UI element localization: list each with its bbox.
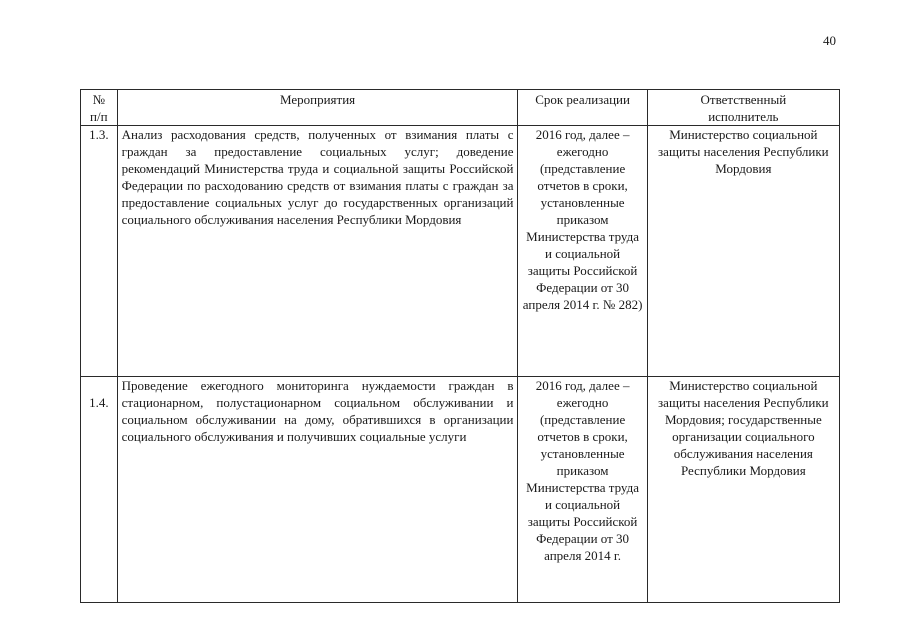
header-term: Срок реализации (518, 90, 647, 126)
header-number-line1: № (92, 92, 106, 107)
row-number-value: 1.4. (89, 395, 109, 410)
row-number: 1.3. (81, 126, 118, 377)
header-responsible-line1: Ответственный (700, 92, 787, 107)
table-row (81, 126, 840, 377)
activities-table (80, 89, 840, 603)
page-number: 40 (823, 33, 836, 48)
table-header-row (81, 90, 840, 126)
row-activity: Проведение ежегодного мониторинга нуждаемости граждан в стационарном, полустационарном социальном обслуживании и социальном обслуживании на дому, обратившихся в организации социального обслуживания и получивших социальные услуги (117, 377, 518, 603)
row-activity: Анализ расходования средств, полученных от взимания платы с граждан за предоставление социальных услуг; доведение рекомендаций Министерства труда и социальной защиты Российской Федерации по расходованию средств от взимания платы с граждан за предоставление социальных услуг до государственных организаций социального обслуживания населения Республики Мордовия (117, 126, 518, 377)
header-responsible (647, 90, 839, 126)
header-activities: Мероприятия (117, 90, 518, 126)
row-term: 2016 год, далее – ежегодно (представление отчетов в сроки, установленные приказом Министерства труда и социальной защиты Российской Федерации от 30 апреля 2014 г. № 282) (518, 126, 647, 377)
row-responsible: Министерство социальной защиты населения Республики Мордовия; государственные организации социального обслуживания населения Республики Мордовия (647, 377, 839, 603)
row-responsible: Министерство социальной защиты населения Республики Мордовия (647, 126, 839, 377)
header-number (81, 90, 118, 126)
header-responsible-line2: исполнитель (708, 109, 779, 124)
row-number (81, 377, 118, 603)
row-term: 2016 год, далее – ежегодно (представление отчетов в сроки, установленные приказом Министерства труда и социальной защиты Российской Федерации от 30 апреля 2014 г. (518, 377, 647, 603)
table-row (81, 377, 840, 603)
header-number-line2: п/п (90, 109, 108, 124)
